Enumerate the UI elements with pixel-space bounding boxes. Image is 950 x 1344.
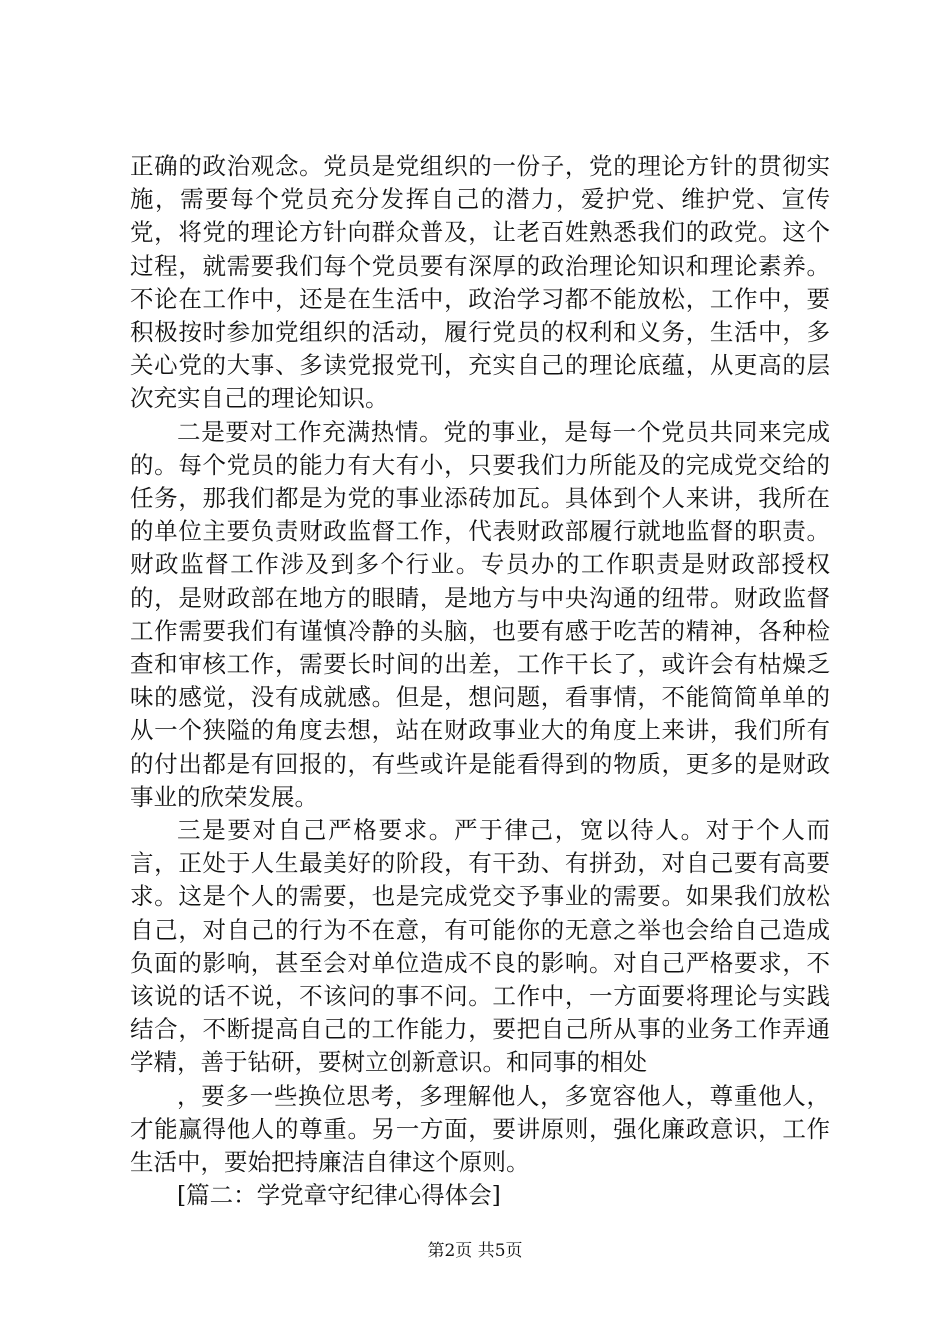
body-text [130,150,830,1213]
section-heading: [篇二：学党章守纪律心得体会] [177,1181,501,1210]
paragraph-4: ，要多一些换位思考，多理解他人，多宽容他人，尊重他人，才能赢得他人的尊重。另一方面，要讲原则，强化廉政意识，工作生活中，要始把持廉洁自律这个原则。 [130,1081,830,1177]
paragraph-2: 二是要对工作充满热情。党的事业，是每一个党员共同来完成的。每个党员的能力有大有小，只要我们力所能及的完成党交给的任务，那我们都是为党的事业添砖加瓦。具体到个人来讲，我所在的单位主要负责财政监督工作，代表财政部履行就地监督的职责。财政监督工作涉及到多个行业。专员办的工作职责是财政部授权的，是财政部在地方的眼睛，是地方与中央沟通的纽带。财政监督工作需要我们有谨慎冷静的头脑，也要有感于吃苦的精神，各种检查和审核工作，需要长时间的出差，工作干长了，或许会有枯燥乏味的感觉，没有成就感。但是，想问题，看事情，不能简简单单的从一个狭隘的角度去想，站在财政事业大的角度上来讲，我们所有的付出都是有回报的，有些或许是能看得到的物质，更多的是财政事业的欣荣发展。 [130,417,830,811]
page-footer: 第2页 共5页 [427,1241,523,1261]
paragraph-3: 三是要对自己严格要求。严于律己，宽以待人。对于个人而言，正处于人生最美好的阶段，有干劲、有拼劲，对自己要有高要求。这是个人的需要，也是完成党交予事业的需要。如果我们放松自己，对自己的行为不在意，有可能你的无意之举也会给自己造成负面的影响，甚至会对单位造成不良的影响。对自己严格要求，不该说的话不说，不该问的事不问。工作中，一方面要将理论与实践结合，不断提高自己的工作能力，要把自己所从事的业务工作弄通学精，善于钻研，要树立创新意识。和同事的相处 [130,816,830,1077]
paragraph-1: 正确的政治观念。党员是党组织的一份子，党的理论方针的贯彻实施，需要每个党员充分发挥自己的潜力，爱护党、维护党、宣传党，将党的理论方针向群众普及，让老百姓熟悉我们的政党。这个过程，就需要我们每个党员要有深厚的政治理论知识和理论素养。不论在工作中，还是在生活中，政治学习都不能放松，工作中，要积极按时参加党组织的活动，履行党员的权利和义务，生活中，多关心党的大事、多读党报党刊，充实自己的理论底蕴，从更高的层次充实自己的理论知识。 [130,152,830,413]
